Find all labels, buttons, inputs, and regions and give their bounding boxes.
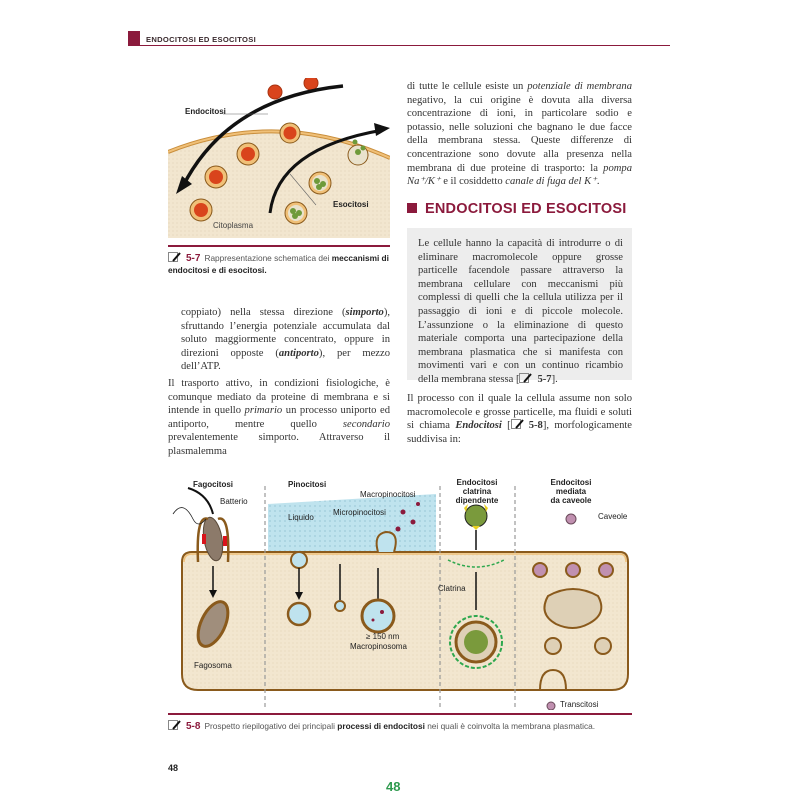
running-header-title: ENDOCITOSI ED ESOCITOSI [146, 35, 256, 44]
figure-reference-icon [168, 720, 182, 730]
ligand-particle [465, 505, 487, 527]
figure-5-7-illustration [168, 78, 390, 238]
label-batterio: Batterio [220, 497, 248, 506]
section-marker [407, 203, 417, 213]
text-span: pompa Na⁺/K⁺ [407, 162, 632, 188]
label-clatrina-title [450, 478, 504, 505]
text-span: Endocitosi [550, 478, 592, 487]
left-paragraph-1 [181, 306, 390, 374]
label-clatrina: Clatrina [438, 584, 466, 593]
label-transcitosi: Transcitosi [560, 700, 599, 709]
label-liquido: Liquido [288, 513, 314, 522]
extracellular-fluid [268, 494, 436, 556]
figure-ref-5-7[interactable]: 5-7 [537, 373, 552, 385]
text-span: [ [501, 420, 511, 432]
text-span: antiporto [278, 347, 319, 359]
text-span: Il processo con il quale la cellula assume non solo macromolecole e grosse particelle, ma fluidi e soluti si chiama [407, 393, 632, 432]
text-span: Il trasporto attivo, in condizioni fisiologiche, è comunque mediato da proteine di membrana e si intende in quello [168, 378, 390, 417]
label-macropinosoma: Macropinosoma [350, 642, 407, 651]
page-number: 48 [168, 763, 179, 773]
right-paragraph-2 [407, 392, 632, 446]
caption-bold-text: meccanismi di endocitosi e di esocitosi. [168, 253, 389, 275]
text-span: secondario [342, 418, 390, 430]
text-span: negativo, la cui origine è dovuta alla diversa concentrazione di ioni, in particolare sodio e potassio, nelle soluzioni che bagnano le due facce della membrana stessa. Queste differenze di concentrazione sono dovute alla presenza nella membrana di due proteine di trasporto: la [407, 94, 632, 174]
label-fagosoma: Fagosoma [194, 661, 232, 670]
section-title [407, 201, 626, 217]
label-pinocitosi: Pinocitosi [288, 480, 327, 489]
label-esocitosi: Esocitosi [333, 200, 369, 209]
text-span: . [596, 176, 600, 188]
text-span: Endocitosi [455, 420, 502, 432]
label-fagocitosi: Fagocitosi [193, 480, 234, 489]
text-span: di tutte le cellule esiste un [407, 81, 528, 92]
text-span: Le cellule hanno la capacità di introdurre o di eliminare macromolecole oppure grosse particelle facendole passare attraverso la membrana cellulare con meccanismi più complessi di quelli che la cellula utilizza per il passaggio di ioni e di piccole molecole. L’assunzione o la eliminazione di questo materiale comporta una partecipazione della membrana plasmatica che si manifesta con movimenti vari e con un continuo ricambio della membrana stessa [ [418, 238, 623, 385]
cargo [566, 514, 576, 524]
figure-5-8-illustration [168, 474, 634, 710]
caption-number: 5-7 [186, 253, 201, 264]
pinocytic-vesicle [291, 552, 307, 568]
running-header [128, 32, 670, 46]
label-endocitosi: Endocitosi [185, 107, 226, 116]
caption-rule [168, 713, 632, 715]
text-span: primario [244, 405, 283, 417]
text-span: canale di fuga del K⁺ [505, 176, 597, 188]
text-span: dipendente [455, 496, 499, 505]
text-span: ), sfruttando l’energia potenziale accumulata dal soluto maggiormente concentrato, oppure in direzioni opposte ( [181, 307, 390, 359]
label-citoplasma: Citoplasma [213, 221, 254, 230]
text-span: coppiato) nella stessa direzione ( [181, 307, 346, 318]
text-span: ), per mezzo dell’ATP. [181, 347, 390, 373]
figure-5-8 [168, 474, 634, 710]
intro-box-text [418, 237, 623, 387]
macropinosome [362, 600, 394, 632]
figure-ref-5-8[interactable]: 5-8 [528, 420, 543, 432]
text-span: prevalentemente simporto. Attraverso il plasmalemma [168, 432, 390, 457]
label-caveole: Caveole [598, 512, 628, 521]
figure-reference-icon [519, 373, 533, 383]
text-span: clatrina [462, 487, 492, 496]
figure-5-7 [168, 78, 390, 238]
figure-reference-icon [511, 419, 525, 429]
particle [268, 85, 282, 99]
caption-rule [168, 245, 390, 247]
left-paragraph-2 [168, 377, 390, 459]
figure-reference-icon [168, 252, 182, 262]
micropinosome [335, 601, 345, 611]
caption-bold-text: processi di endocitosi [337, 721, 425, 731]
page-number-viewer: 48 [386, 779, 401, 794]
header-tab-marker [128, 31, 140, 46]
text-span: mediata [555, 487, 587, 496]
figure-5-7-caption [168, 252, 390, 276]
right-paragraph-1 [407, 80, 632, 189]
figure-5-8-caption [168, 720, 632, 733]
text-span: potenziale di membrana [527, 81, 632, 92]
text-span: Endocitosi [456, 478, 498, 487]
text-span: ]. [551, 373, 558, 385]
text-span: un processo uniporto ed antiporto, mentre quello [168, 405, 390, 430]
caption-text-end: nei quali è coinvolta la membrana plasmatica. [424, 721, 596, 731]
label-macropinocitosi: Macropinocitosi [360, 490, 416, 499]
text-span: simporto [345, 307, 384, 318]
text-span: ], morfologicamente suddivisa in: [407, 420, 633, 445]
pinosome [288, 603, 310, 625]
endosome [544, 589, 601, 628]
caption-text: Rappresentazione schematica dei [204, 253, 332, 263]
section-title-text: ENDOCITOSI ED ESOCITOSI [425, 201, 627, 217]
caption-number: 5-8 [186, 721, 201, 732]
label-micropinocitosi: Micropinocitosi [333, 508, 386, 517]
particle [304, 78, 318, 90]
label-size: ≥ 150 nm [366, 632, 400, 641]
caption-text: Prospetto riepilogativo dei principali [204, 721, 338, 731]
text-span: e il cosiddetto [440, 176, 506, 188]
text-span: da caveole [550, 496, 592, 505]
label-caveole-title [544, 478, 598, 505]
